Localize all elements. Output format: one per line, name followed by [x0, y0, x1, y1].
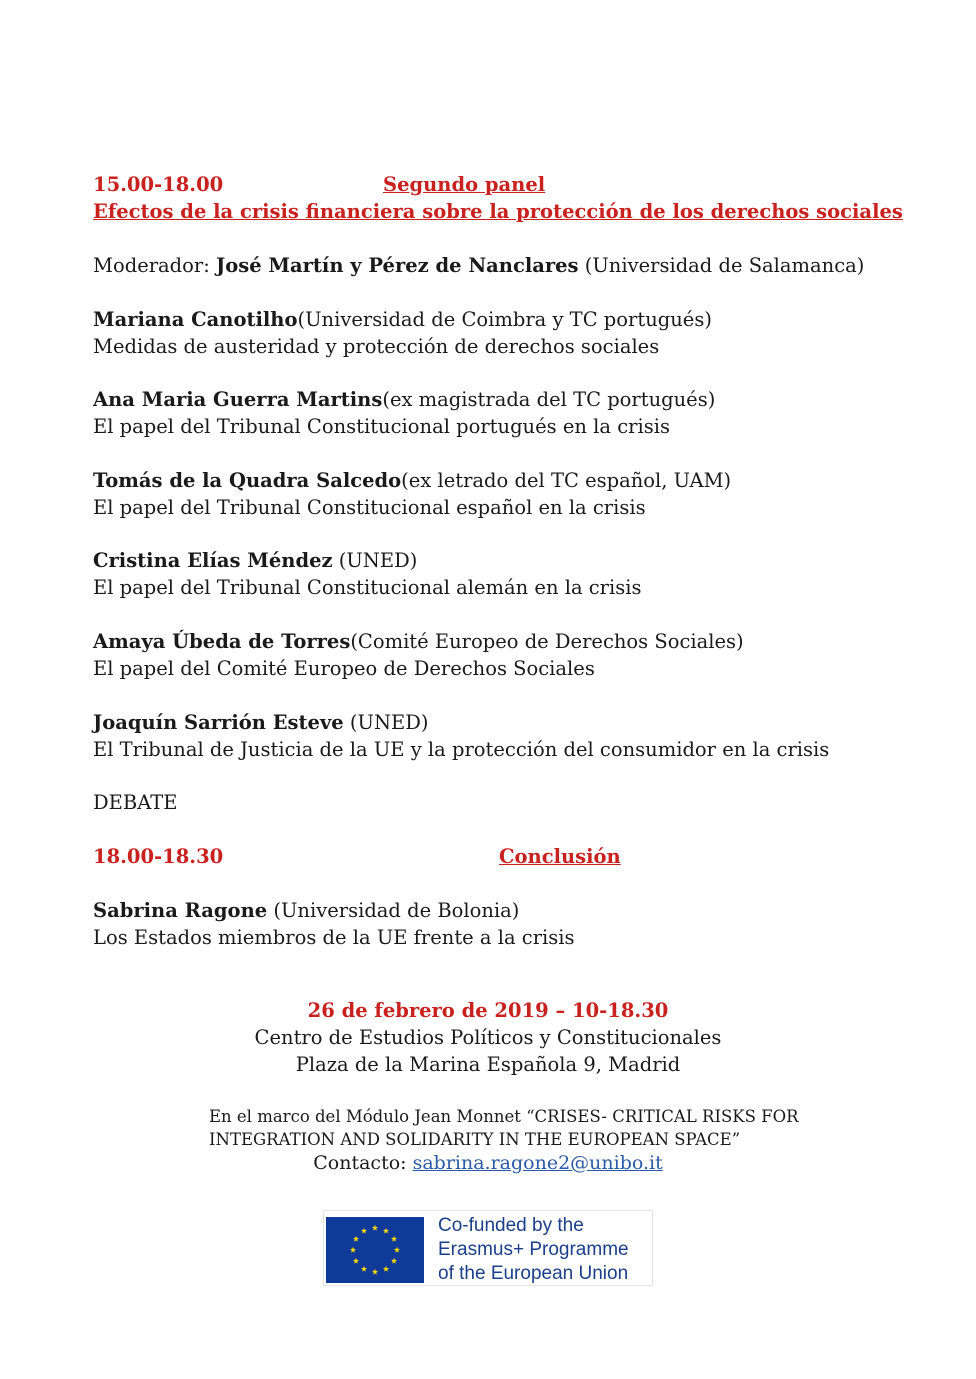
eu-star-icon — [372, 1225, 378, 1231]
eu-star-icon — [391, 1258, 397, 1264]
eu-star-icon — [383, 1266, 389, 1272]
event-venue: Centro de Estudios Políticos y Constitucionales — [254, 1026, 722, 1049]
speaker-affiliation: (ex letrado del TC español, UAM) — [401, 469, 732, 492]
logo-line-1: Co-funded by the — [438, 1215, 584, 1236]
speaker-2-talk: El papel del Tribunal Constitucional portugués en la crisis — [93, 415, 670, 438]
conclusion-label: Conclusión — [499, 845, 621, 868]
speaker-6 — [93, 709, 428, 736]
erasmus-logo-text — [438, 1214, 650, 1286]
conclusion-header — [93, 843, 621, 870]
speaker-name: Mariana Canotilho — [93, 308, 298, 331]
conclusion-speaker — [93, 897, 519, 924]
speaker-1-talk: Medidas de austeridad y protección de derechos sociales — [93, 335, 660, 358]
speaker-affiliation: (Universidad de Bolonia) — [267, 899, 520, 922]
speaker-name: Sabrina Ragone — [93, 899, 268, 922]
conclusion-talk: Los Estados miembros de la UE frente a la crisis — [93, 926, 575, 949]
panel-2-title: Efectos de la crisis financiera sobre la protección de los derechos sociales — [93, 200, 903, 223]
eu-star-icon — [394, 1247, 400, 1253]
speaker-5 — [93, 628, 744, 655]
speaker-affiliation: (Comité Europeo de Derechos Sociales) — [350, 630, 744, 653]
eu-star-icon — [383, 1228, 389, 1234]
eu-flag-icon — [326, 1217, 424, 1283]
speaker-3-talk: El papel del Tribunal Constitucional español en la crisis — [93, 496, 646, 519]
speaker-name: Ana Maria Guerra Martins — [93, 388, 383, 411]
speaker-affiliation: (ex magistrada del TC portugués) — [382, 388, 716, 411]
moderator-prefix: Moderador: — [93, 254, 216, 277]
moderator-line — [93, 252, 864, 279]
jean-monnet-line-2: INTEGRATION AND SOLIDARITY IN THE EUROPEAN SPACE” — [209, 1130, 741, 1149]
eu-star-icon — [361, 1228, 367, 1234]
speaker-6-talk: El Tribunal de Justicia de la UE y la protección del consumidor en la crisis — [93, 738, 830, 761]
speaker-name: Tomás de la Quadra Salcedo — [93, 469, 402, 492]
contact-email-link[interactable]: sabrina.ragone2@unibo.it — [412, 1152, 663, 1174]
speaker-affiliation: (UNED) — [332, 549, 418, 572]
panel-2-label: Segundo panel — [383, 173, 546, 196]
eu-star-icon — [350, 1247, 356, 1253]
panel-2-header — [93, 171, 546, 198]
speaker-4-talk: El papel del Tribunal Constitucional alemán en la crisis — [93, 576, 642, 599]
debate-label: DEBATE — [93, 791, 178, 814]
logo-line-2: Erasmus+ Programme — [438, 1239, 629, 1260]
eu-star-icon — [361, 1266, 367, 1272]
speaker-name: Cristina Elías Méndez — [93, 549, 333, 572]
moderator-name: José Martín y Pérez de Nanclares — [216, 254, 579, 277]
speaker-2 — [93, 386, 715, 413]
panel-2-time: 15.00-18.00 — [93, 173, 224, 196]
eu-stars — [326, 1217, 424, 1283]
event-date: 26 de febrero de 2019 – 10-18.30 — [307, 999, 669, 1022]
contact-label: Contacto: — [313, 1152, 413, 1174]
event-address: Plaza de la Marina Española 9, Madrid — [295, 1053, 681, 1076]
eu-star-icon — [391, 1236, 397, 1242]
moderator-affiliation: (Universidad de Salamanca) — [578, 254, 865, 277]
erasmus-logo — [323, 1210, 653, 1286]
speaker-3 — [93, 467, 731, 494]
speaker-name: Amaya Úbeda de Torres — [93, 630, 351, 653]
logo-line-3: of the European Union — [438, 1263, 629, 1284]
eu-star-icon — [372, 1269, 378, 1275]
eu-star-icon — [353, 1258, 359, 1264]
eu-star-icon — [353, 1236, 359, 1242]
speaker-5-talk: El papel del Comité Europeo de Derechos Sociales — [93, 657, 595, 680]
contact-line — [0, 1150, 976, 1177]
speaker-affiliation: (Universidad de Coimbra y TC portugués) — [297, 308, 712, 331]
speaker-1 — [93, 306, 712, 333]
jean-monnet-line-1: En el marco del Módulo Jean Monnet “CRISES- CRITICAL RISKS FOR — [209, 1107, 799, 1126]
speaker-name: Joaquín Sarrión Esteve — [93, 711, 344, 734]
speaker-4 — [93, 547, 417, 574]
speaker-affiliation: (UNED) — [343, 711, 429, 734]
conclusion-time: 18.00-18.30 — [93, 845, 224, 868]
